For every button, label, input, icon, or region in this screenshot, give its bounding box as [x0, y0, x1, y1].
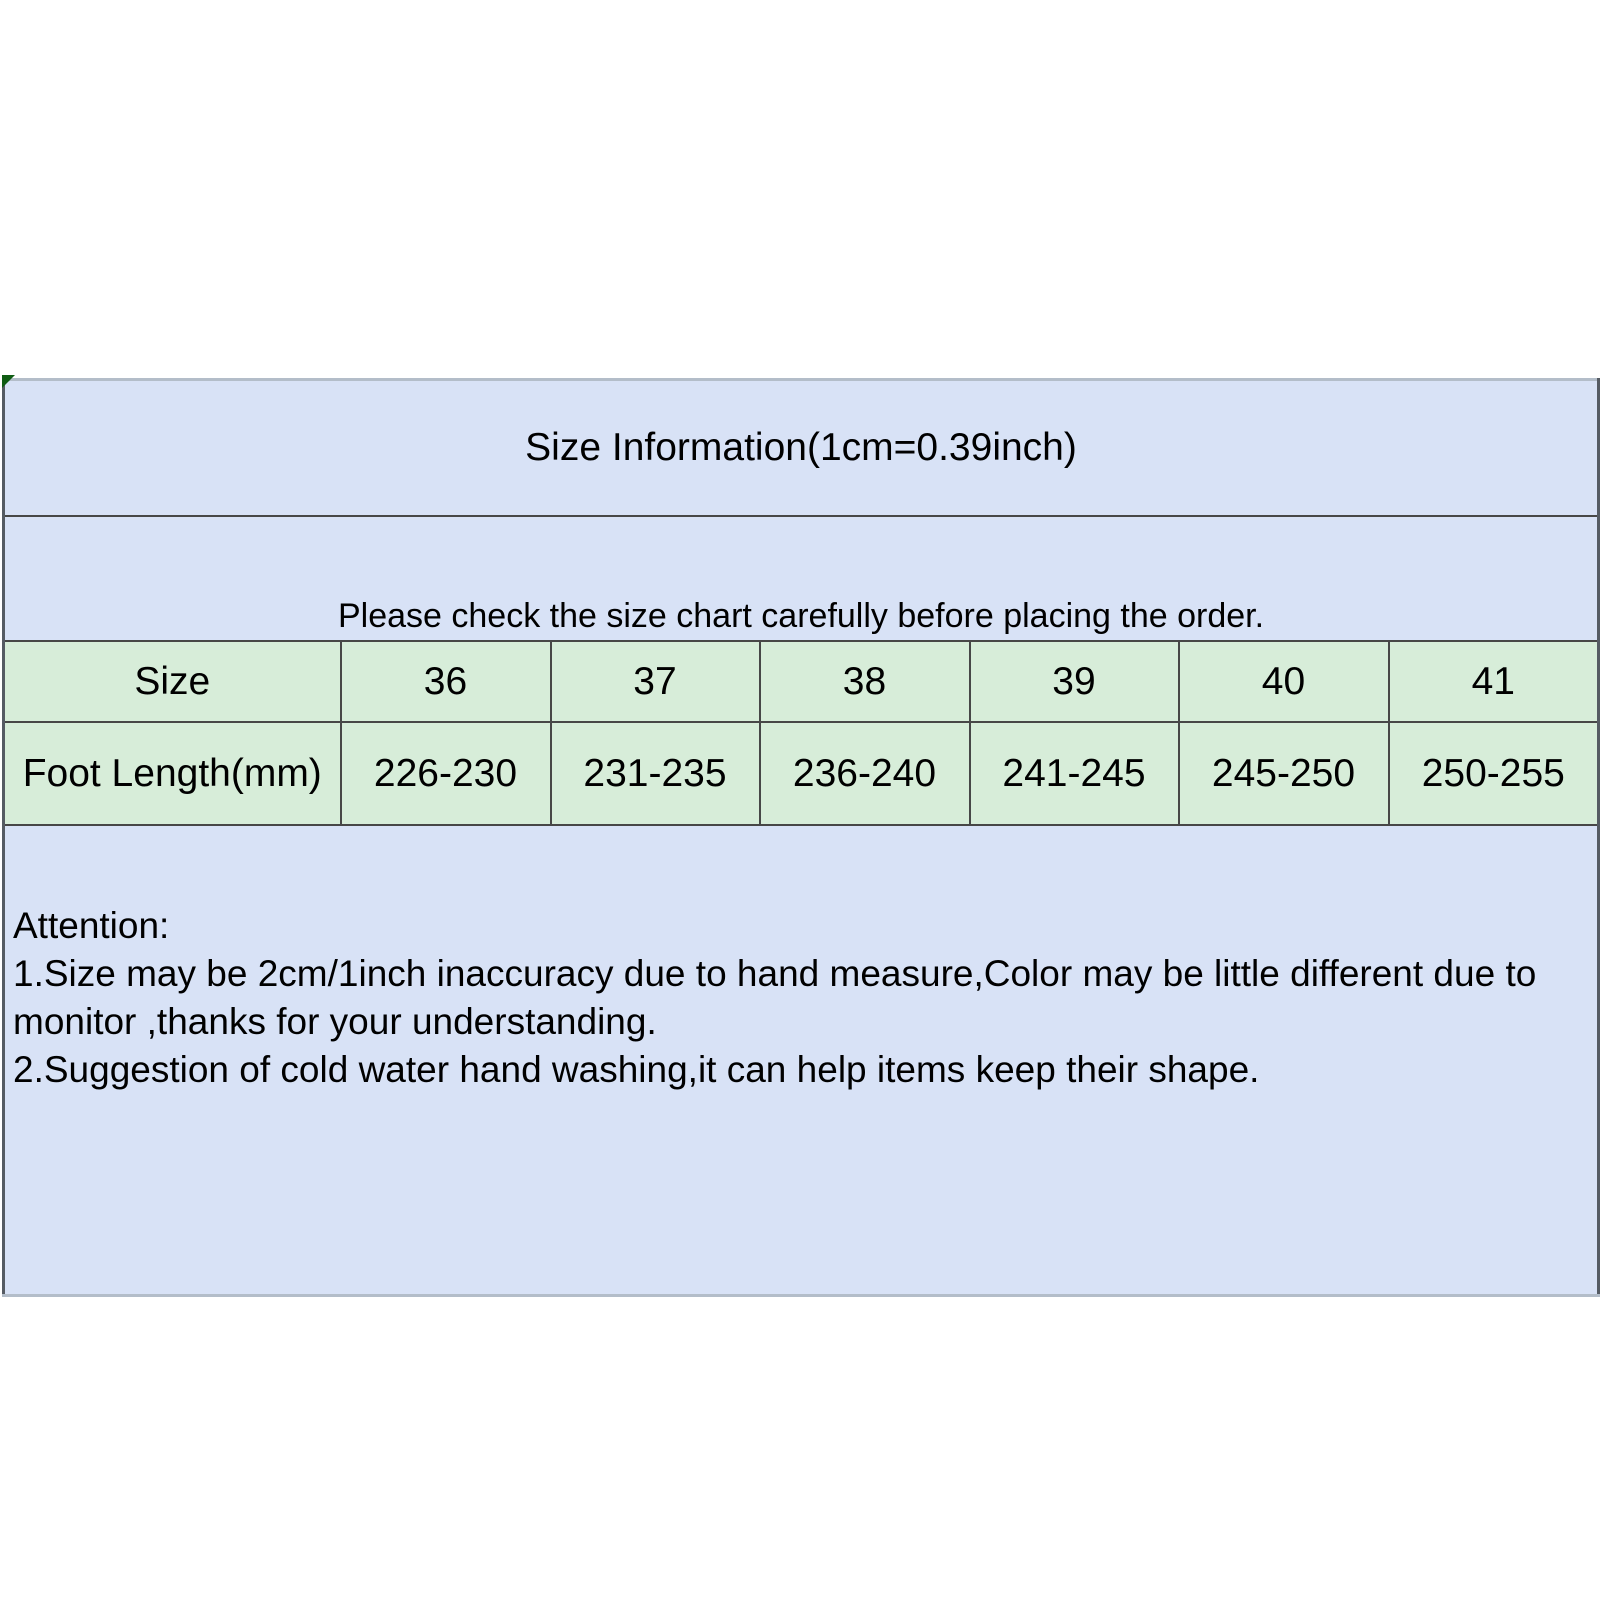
size-cell: 36 [341, 641, 551, 722]
foot-length-cell: 250-255 [1389, 722, 1599, 825]
attention-row [4, 825, 1599, 1296]
size-cell: 40 [1179, 641, 1389, 722]
subtitle-row [4, 516, 1599, 641]
foot-length-row [4, 722, 1599, 825]
corner-marker-icon [2, 375, 15, 388]
size-cell: 39 [970, 641, 1179, 722]
table-subtitle: Please check the size chart carefully before placing the order. [4, 516, 1599, 641]
size-cell: 38 [760, 641, 970, 722]
attention-note-2: 2.Suggestion of cold water hand washing,it can help items keep their shape. [13, 1049, 1260, 1090]
foot-length-cell: 231-235 [551, 722, 760, 825]
size-header-row [4, 641, 1599, 722]
foot-length-cell: 241-245 [970, 722, 1179, 825]
attention-heading: Attention: [13, 905, 170, 946]
foot-length-cell: 245-250 [1179, 722, 1389, 825]
attention-note-1: 1.Size may be 2cm/1inch inaccuracy due to hand measure,Color may be little different due to monitor ,thanks for your understanding. [13, 953, 1537, 1042]
foot-length-cell: 226-230 [341, 722, 551, 825]
foot-length-row-header: Foot Length(mm) [4, 722, 341, 825]
size-cell: 41 [1389, 641, 1599, 722]
foot-length-cell: 236-240 [760, 722, 970, 825]
table-title: Size Information(1cm=0.39inch) [4, 380, 1599, 517]
title-row [4, 380, 1599, 517]
size-chart [2, 378, 1597, 1297]
attention-cell [4, 825, 1599, 1296]
size-table [2, 378, 1600, 1297]
size-row-header: Size [4, 641, 341, 722]
size-cell: 37 [551, 641, 760, 722]
